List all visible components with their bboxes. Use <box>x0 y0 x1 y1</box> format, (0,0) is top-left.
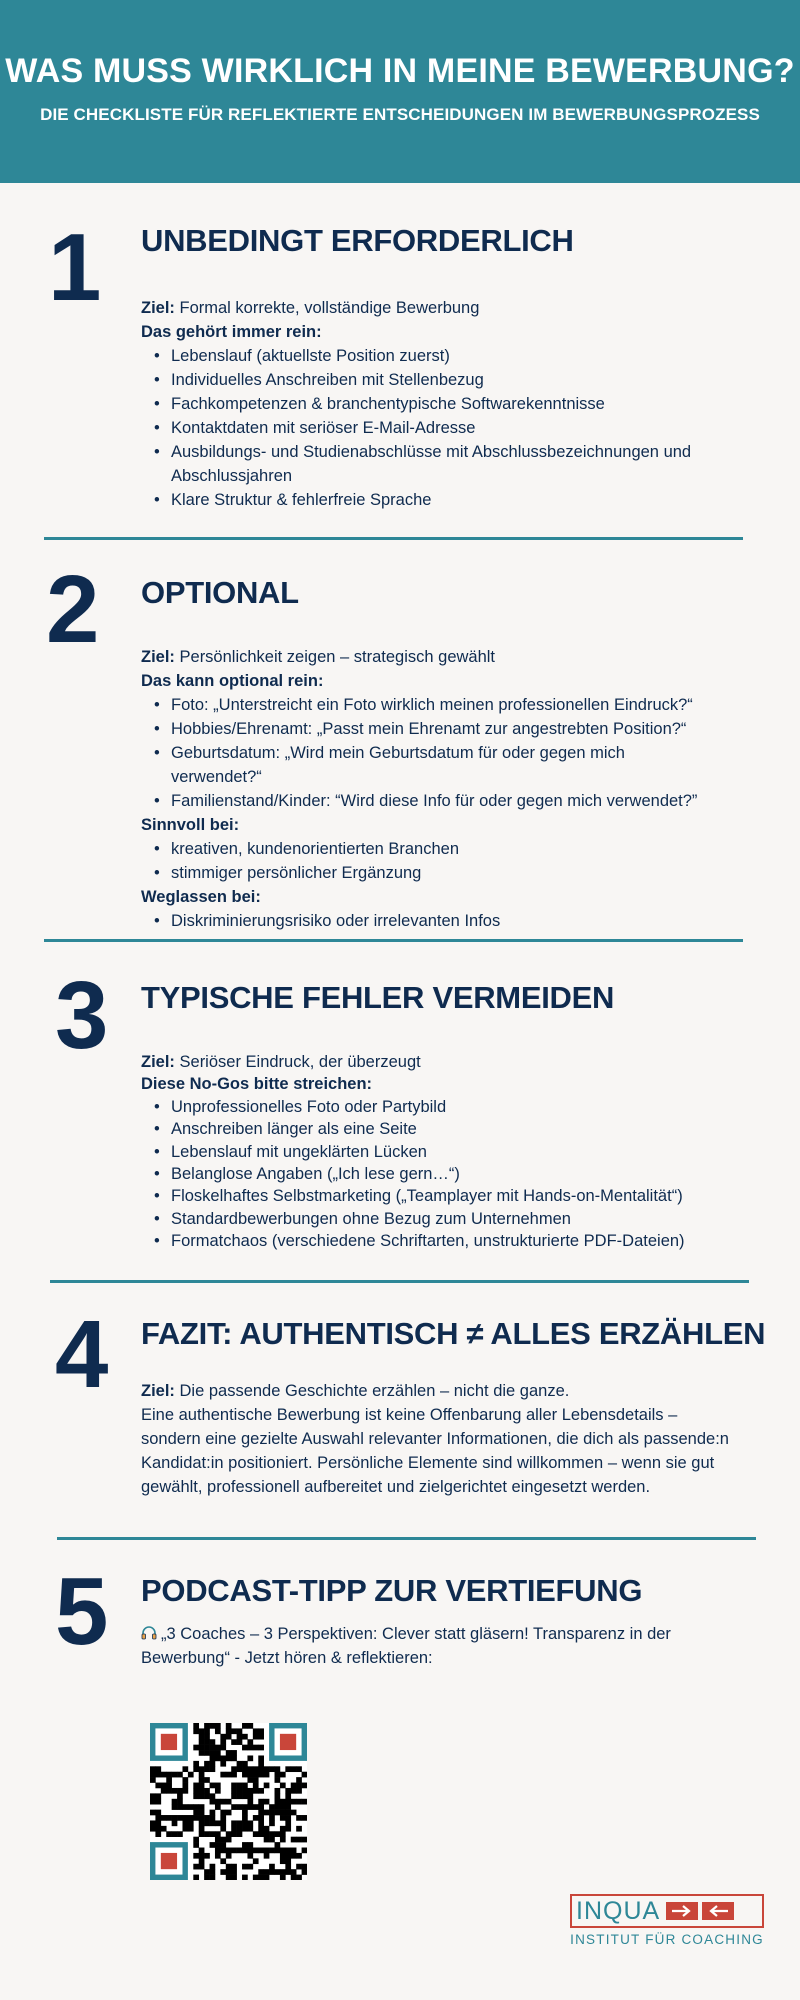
goal-text: Seriöser Eindruck, der überzeugt <box>174 1053 421 1071</box>
section-divider <box>57 1537 756 1540</box>
logo-name: INQUA <box>576 1896 661 1925</box>
headphones-icon <box>141 1623 157 1637</box>
qr-finder-center <box>280 1734 296 1750</box>
section-title: UNBEDINGT ERFORDERLICH <box>141 223 574 258</box>
page-header <box>0 0 800 183</box>
goal-text: Persönlichkeit zeigen – strategisch gewählt <box>174 648 496 666</box>
list-item: • stimmiger persönlicher Ergänzung <box>171 861 741 885</box>
section-body <box>141 645 741 933</box>
goal-label: Ziel: <box>141 648 175 666</box>
section-title: OPTIONAL <box>141 575 299 610</box>
list-item: • Geburtsdatum: „Wird mein Geburtsdatum für oder gegen mich verwendet?“ <box>171 741 741 789</box>
section-title: PODCAST-TIPP ZUR VERTIEFUNG <box>141 1573 643 1608</box>
section-number: 4 <box>55 1301 109 1408</box>
list-heading: Das gehört immer rein: <box>141 323 322 341</box>
omit-list <box>171 909 741 933</box>
list-item: • Anschreiben länger als eine Seite <box>171 1118 741 1140</box>
list-item: • Lebenslauf (aktuellste Position zuerst) <box>171 344 741 368</box>
page-title: WAS MUSS WIRKLICH IN MEINE BEWERBUNG? <box>5 52 795 90</box>
list-item: • Familienstand/Kinder: “Wird diese Info für oder gegen mich verwendet?” <box>171 789 741 813</box>
section-number: 5 <box>55 1558 109 1665</box>
list-item: • Floskelhaftes Selbstmarketing („Teamplayer mit Hands-on-Mentalität“) <box>171 1185 741 1207</box>
qr-finder-center <box>161 1853 177 1869</box>
list-item: • Formatchaos (verschiedene Schriftarten, unstrukturierte PDF-Dateien) <box>171 1230 741 1252</box>
conclusion-paragraph: Eine authentische Bewerbung ist keine Offenbarung aller Lebensdetails – sondern eine gezielte Auswahl relevanter Informationen, die dich als passende:n Kandidat:in positioniert. Persönliche Elemente sind willkommen – wenn sie gut gewählt, professionell aufbereitet und zielgerichtet eingesetzt werden. <box>141 1406 729 1496</box>
list-item: • Unprofessionelles Foto oder Partybild <box>171 1096 741 1118</box>
list-item: • Foto: „Unterstreicht ein Foto wirklich meinen professionellen Eindruck?“ <box>171 693 741 717</box>
checklist <box>171 693 741 813</box>
list-item: • Kontaktdaten mit seriöser E-Mail-Adresse <box>171 416 741 440</box>
section-number: 2 <box>46 556 100 663</box>
qr-code[interactable] <box>150 1723 307 1880</box>
section-body <box>141 296 741 512</box>
logo-tagline: INSTITUT FÜR COACHING <box>570 1932 764 1947</box>
list-item: • Individuelles Anschreiben mit Stellenbezug <box>171 368 741 392</box>
section-body <box>141 1379 731 1499</box>
goal-label: Ziel: <box>141 1053 175 1071</box>
podcast-text: „3 Coaches – 3 Perspektiven: Clever statt gläsern! Transparenz in der Bewerbung“ - Jetzt hören & reflektieren: <box>141 1625 671 1667</box>
qr-finder-center <box>161 1734 177 1750</box>
logo-box <box>570 1894 764 1928</box>
page-subtitle: DIE CHECKLISTE FÜR REFLEKTIERTE ENTSCHEIDUNGEN IM BEWERBUNGSPROZESS <box>40 105 760 124</box>
useful-list <box>171 837 741 885</box>
goal-text: Die passende Geschichte erzählen – nicht die ganze. <box>174 1382 570 1400</box>
list-item: • Lebenslauf mit ungeklärten Lücken <box>171 1141 741 1163</box>
inqua-logo <box>570 1894 764 1947</box>
list-heading: Diese No-Gos bitte streichen: <box>141 1075 373 1094</box>
list-heading: Das kann optional rein: <box>141 672 324 690</box>
goal-text: Formal korrekte, vollständige Bewerbung <box>174 299 480 317</box>
section-divider <box>50 1280 749 1283</box>
list-item: • Klare Struktur & fehlerfreie Sprache <box>171 488 741 512</box>
goal-label: Ziel: <box>141 1382 175 1400</box>
goal-label: Ziel: <box>141 299 175 317</box>
list-item: • Standardbewerbungen ohne Bezug zum Unternehmen <box>171 1208 741 1230</box>
goal-line <box>141 1051 741 1073</box>
list-item: • Fachkompetenzen & branchentypische Softwarekenntnisse <box>171 392 741 416</box>
section-body <box>141 1622 721 1670</box>
goal-line <box>141 1379 731 1403</box>
goal-line <box>141 296 741 320</box>
section-title: FAZIT: AUTHENTISCH ≠ ALLES ERZÄHLEN <box>141 1316 766 1351</box>
section-body <box>141 1051 741 1253</box>
list-item: • Hobbies/Ehrenamt: „Passt mein Ehrenamt zur angestrebten Position?“ <box>171 717 741 741</box>
list-item: • Ausbildungs- und Studienabschlüsse mit Abschlussbezeichnungen und Abschlussjahren <box>171 440 741 488</box>
arrows-icon <box>666 1900 736 1922</box>
goal-line <box>141 645 741 669</box>
checklist <box>171 344 741 512</box>
omit-heading: Weglassen bei: <box>141 888 261 906</box>
section-divider <box>44 939 743 942</box>
section-title: TYPISCHE FEHLER VERMEIDEN <box>141 980 615 1015</box>
section-number: 1 <box>48 214 102 321</box>
section-divider <box>44 537 743 540</box>
list-item: • kreativen, kundenorientierten Branchen <box>171 837 741 861</box>
checklist <box>171 1096 741 1253</box>
list-item: • Belanglose Angaben („Ich lese gern…“) <box>171 1163 741 1185</box>
useful-heading: Sinnvoll bei: <box>141 816 240 834</box>
section-number: 3 <box>55 962 109 1069</box>
list-item: • Diskriminierungsrisiko oder irrelevanten Infos <box>171 909 741 933</box>
